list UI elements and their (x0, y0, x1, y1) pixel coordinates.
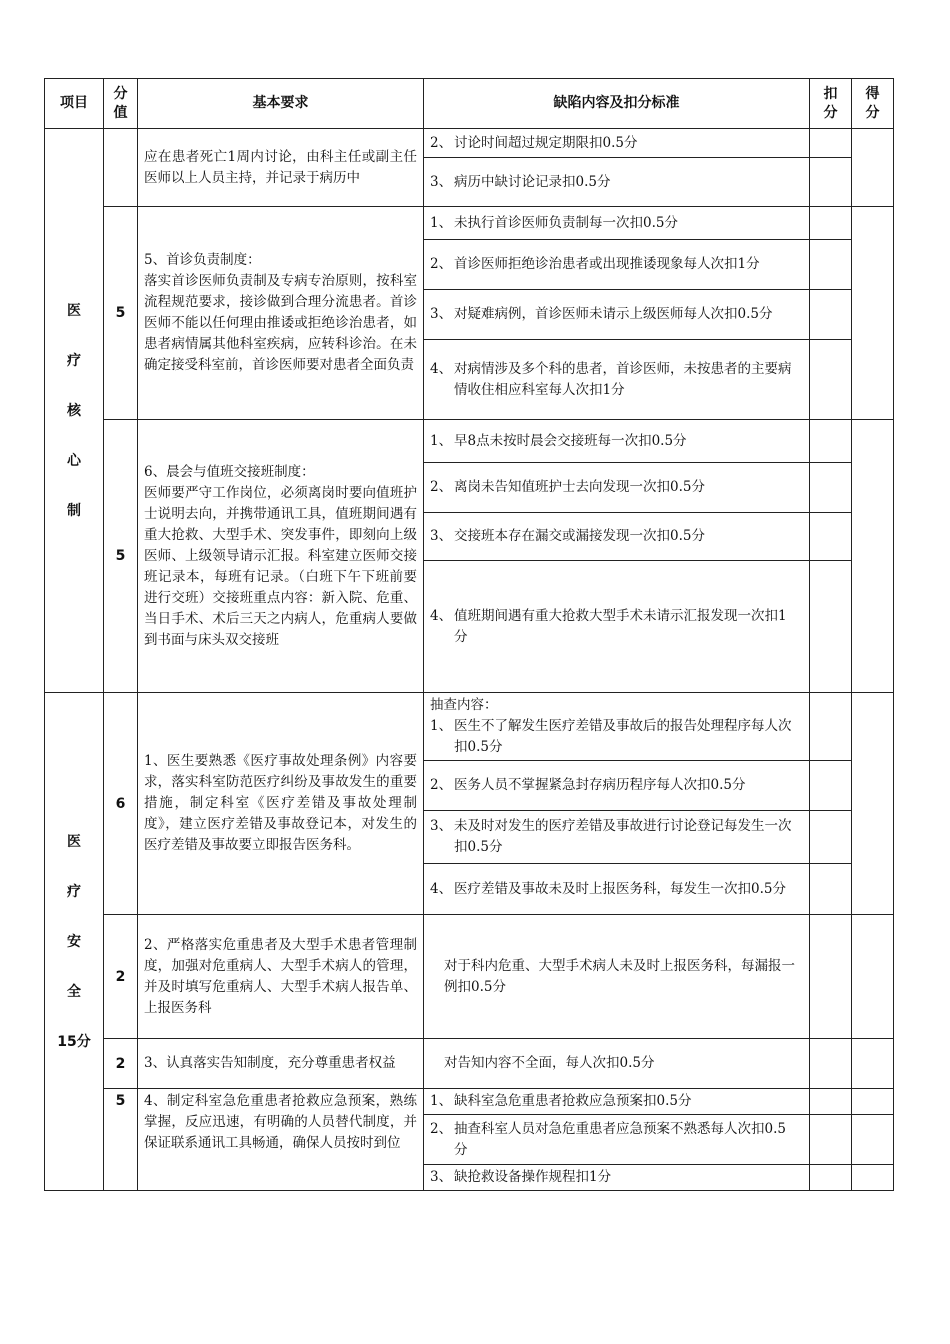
get-cell[interactable] (852, 693, 894, 915)
project-char: 医 (67, 302, 81, 319)
deduct-cell[interactable] (810, 240, 852, 290)
table-row (45, 129, 894, 158)
get-cell[interactable] (852, 1089, 894, 1115)
defect-item: 2、 抽查科室人员对急危重患者应急预案不熟悉每人次扣0.5分 (424, 1115, 810, 1165)
defect-item: 3、 交接班本存在漏交或漏接发现一次扣0.5分 (424, 513, 810, 561)
deduct-cell[interactable] (810, 1089, 852, 1115)
defect-item: 2、 首诊医师拒绝诊治患者或出现推诿现象每人次扣1分 (424, 240, 810, 290)
requirement-cell: 1、医生要熟悉《医疗事故处理条例》内容要求，落实科室防范医疗纠纷及事故发生的重要措施，制定科室《医疗差错及事故处理制度》，建立医疗差错及事故登记本，对发生的医疗差错及事故要立即报告医务科。 (138, 693, 424, 915)
deduct-cell[interactable] (810, 693, 852, 761)
deduct-cell[interactable] (810, 340, 852, 420)
defect-item: 4、 值班期间遇有重大抢救大型手术未请示汇报发现一次扣1分 (424, 561, 810, 693)
project-cell-medical-safety (45, 693, 104, 1191)
deduct-cell[interactable] (810, 1039, 852, 1089)
deduct-cell[interactable] (810, 761, 852, 811)
defect-item: 3、 缺抢救设备操作规程扣1分 (424, 1165, 810, 1191)
defect-item: 4、 医疗差错及事故未及时上报医务科，每发生一次扣0.5分 (424, 864, 810, 915)
header-deduct: 扣分 (810, 79, 852, 129)
defect-item: 对告知内容不全面，每人次扣0.5分 (424, 1039, 810, 1089)
defect-item: 3、 未及时对发生的医疗差错及事故进行讨论登记每发生一次扣0.5分 (424, 811, 810, 864)
defect-item: 2、 离岗未告知值班护士去向发现一次扣0.5分 (424, 463, 810, 513)
project-char: 核 (67, 402, 81, 419)
deduct-cell[interactable] (810, 463, 852, 513)
table-row (45, 693, 894, 761)
project-char: 安 (67, 933, 81, 950)
score-cell: 2 (104, 1039, 138, 1089)
header-get: 得分 (852, 79, 894, 129)
get-cell[interactable] (852, 1165, 894, 1191)
deduct-cell[interactable] (810, 207, 852, 240)
deduct-cell[interactable] (810, 420, 852, 463)
defect-item: 2、 医务人员不掌握紧急封存病历程序每人次扣0.5分 (424, 761, 810, 811)
deduct-cell[interactable] (810, 158, 852, 207)
score-cell (104, 129, 138, 207)
deduct-cell[interactable] (810, 811, 852, 864)
score-cell: 5 (104, 1089, 138, 1191)
deduct-cell[interactable] (810, 864, 852, 915)
requirement-cell: 5、首诊负责制度： 落实首诊医师负责制及专病专治原则，按科室流程规范要求，接诊做到合理分流患者。首诊医师不能以任何理由推诿或拒绝诊治患者，如患者病情属其他科室疾病，应转科诊治。在未确定接受科室前，首诊医师要对患者全面负责 (138, 207, 424, 420)
deduct-cell[interactable] (810, 561, 852, 693)
project-char: 疗 (67, 883, 81, 900)
score-cell: 6 (104, 693, 138, 915)
project-char: 疗 (67, 352, 81, 369)
header-defects: 缺陷内容及扣分标准 (424, 79, 810, 129)
get-cell[interactable] (852, 1115, 894, 1165)
requirement-cell: 应在患者死亡1周内讨论，由科主任或副主任医师以上人员主持，并记录于病历中 (138, 129, 424, 207)
deduct-cell[interactable] (810, 1165, 852, 1191)
score-cell: 2 (104, 915, 138, 1039)
requirement-cell: 3、认真落实告知制度，充分尊重患者权益 (138, 1039, 424, 1089)
deduct-cell[interactable] (810, 129, 852, 158)
requirement-cell: 2、严格落实危重患者及大型手术患者管理制度，加强对危重病人、大型手术病人的管理，并及时填写危重病人、大型手术病人报告单、上报医务科 (138, 915, 424, 1039)
defect-item: 1、 早8点未按时晨会交接班每一次扣0.5分 (424, 420, 810, 463)
project-cell-core-system (45, 129, 104, 693)
table-row (45, 915, 894, 1039)
get-cell[interactable] (852, 129, 894, 207)
table-row (45, 1089, 894, 1115)
table-header-row (45, 79, 894, 129)
get-cell[interactable] (852, 420, 894, 693)
header-requirement: 基本要求 (138, 79, 424, 129)
project-char: 医 (67, 833, 81, 850)
score-cell: 5 (104, 207, 138, 420)
project-char: 心 (67, 452, 81, 469)
header-score: 分值 (104, 79, 138, 129)
project-char: 制 (67, 502, 81, 519)
table-row (45, 207, 894, 240)
deduct-cell[interactable] (810, 290, 852, 340)
defect-item: 1、 缺科室急危重患者抢救应急预案扣0.5分 (424, 1089, 810, 1115)
table-row (45, 420, 894, 463)
evaluation-table (44, 78, 894, 1191)
defect-item: 对于科内危重、大型手术病人未及时上报医务科，每漏报一例扣0.5分 (424, 915, 810, 1039)
requirement-cell: 4、制定科室急危重患者抢救应急预案，熟练掌握，反应迅速，有明确的人员替代制度，并保证联系通讯工具畅通，确保人员按时到位 (138, 1089, 424, 1191)
defect-item: 3、 对疑难病例，首诊医师未请示上级医师每人次扣0.5分 (424, 290, 810, 340)
defect-item: 4、 对病情涉及多个科的患者，首诊医师，未按患者的主要病情收住相应科室每人次扣1分 (424, 340, 810, 420)
defect-item: 抽查内容： 1、 医生不了解发生医疗差错及事故后的报告处理程序每人次扣0.5分 (424, 693, 810, 761)
deduct-cell[interactable] (810, 1115, 852, 1165)
header-project: 项目 (45, 79, 104, 129)
get-cell[interactable] (852, 1039, 894, 1089)
table-row (45, 1039, 894, 1089)
defect-item: 3、 病历中缺讨论记录扣0.5分 (424, 158, 810, 207)
check-intro: 抽查内容： (430, 697, 498, 713)
get-cell[interactable] (852, 915, 894, 1039)
score-cell: 5 (104, 420, 138, 693)
project-char: 15分 (57, 1033, 91, 1050)
defect-item: 1、 未执行首诊医师负责制每一次扣0.5分 (424, 207, 810, 240)
deduct-cell[interactable] (810, 915, 852, 1039)
defect-item: 2、 讨论时间超过规定期限扣0.5分 (424, 129, 810, 158)
deduct-cell[interactable] (810, 513, 852, 561)
get-cell[interactable] (852, 207, 894, 420)
requirement-cell: 6、晨会与值班交接班制度： 医师要严守工作岗位，必须离岗时要向值班护士说明去向，并携带通讯工具，值班期间遇有重大抢救、大型手术、突发事件，即刻向上级医师、上级领导请示汇报。科室建立医师交接班记录本，每班有记录。（白班下午下班前要进行交班）交接班重点内容：新入院、危重、当日手术、术后三天之内病人，危重病人要做到书面与床头双交接班 (138, 420, 424, 693)
project-char: 全 (67, 983, 81, 1000)
